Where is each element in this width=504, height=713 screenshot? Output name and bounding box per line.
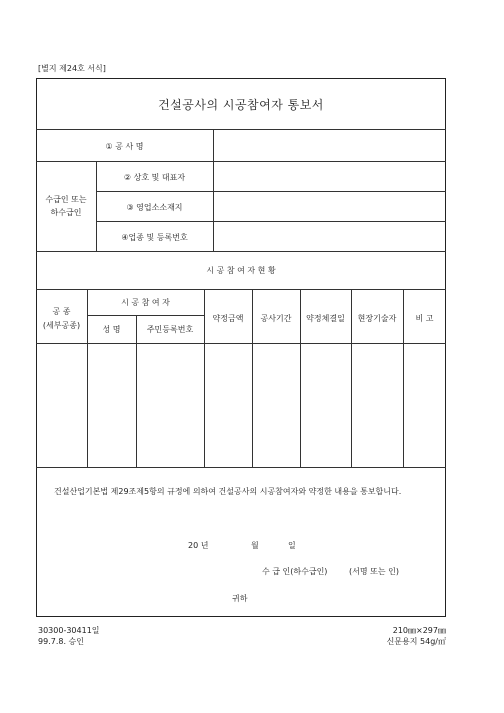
footer-paper: 신문용지 54g/㎡ xyxy=(386,637,446,646)
work-type-header: 공 종 xyxy=(52,307,71,316)
divider xyxy=(36,129,446,130)
period-header: 공사기간 xyxy=(260,314,292,323)
name-header: 성 명 xyxy=(102,325,121,334)
divider xyxy=(96,191,446,192)
date-month: 월 xyxy=(251,541,259,550)
divider xyxy=(87,289,88,467)
date-year: 20 년 xyxy=(188,541,209,550)
remarks-header: 비 고 xyxy=(415,314,434,323)
contract-amount-header: 약정금액 xyxy=(212,314,244,323)
signer-label: 수 급 인(하수급인) xyxy=(262,567,328,576)
divider xyxy=(36,251,446,252)
contract-date-header: 약정체결일 xyxy=(306,314,345,323)
footer-code: 30300-30411일 xyxy=(38,626,100,635)
trade-name-rep-label: ② 상호 및 대표자 xyxy=(123,173,186,182)
divider xyxy=(36,161,446,162)
statement-text: 건설산업기본법 제29조제5항의 규정에 의하여 건설공사의 시공참여자와 약정한 내용을 통보합니다. xyxy=(54,487,402,496)
addressee-label: 귀하 xyxy=(232,594,248,603)
status-heading: 시 공 참 여 자 현 황 xyxy=(206,266,276,275)
project-name-label: ① 공 사 명 xyxy=(105,142,144,151)
form-title: 건설공사의 시공참여자 통보서 xyxy=(158,98,324,112)
work-type-sub-header: (세부공종) xyxy=(42,321,81,330)
resident-no-header: 주민등록번호 xyxy=(146,325,194,334)
site-engineer-header: 현장기술자 xyxy=(357,314,397,323)
footer-approval: 99.7.8. 승인 xyxy=(38,637,84,646)
contractor-group-label: 수급인 또는 하수급인 xyxy=(45,195,87,217)
signature-label: (서명 또는 인) xyxy=(349,567,399,576)
business-type-reg-label: ④업종 및 등록번호 xyxy=(121,233,188,242)
divider xyxy=(36,467,446,468)
participant-header: 시 공 참 여 자 xyxy=(121,298,170,307)
form-tag: [별지 제24호 서식] xyxy=(38,64,106,73)
date-day: 일 xyxy=(288,541,296,550)
divider xyxy=(36,343,446,344)
form-frame xyxy=(36,78,446,617)
divider xyxy=(87,315,204,316)
divider xyxy=(136,315,137,467)
divider xyxy=(213,129,214,251)
business-location-label: ③ 영업소소재지 xyxy=(126,203,183,212)
footer-size: 210㎜×297㎜ xyxy=(392,626,446,635)
divider xyxy=(96,221,446,222)
divider xyxy=(36,289,446,290)
